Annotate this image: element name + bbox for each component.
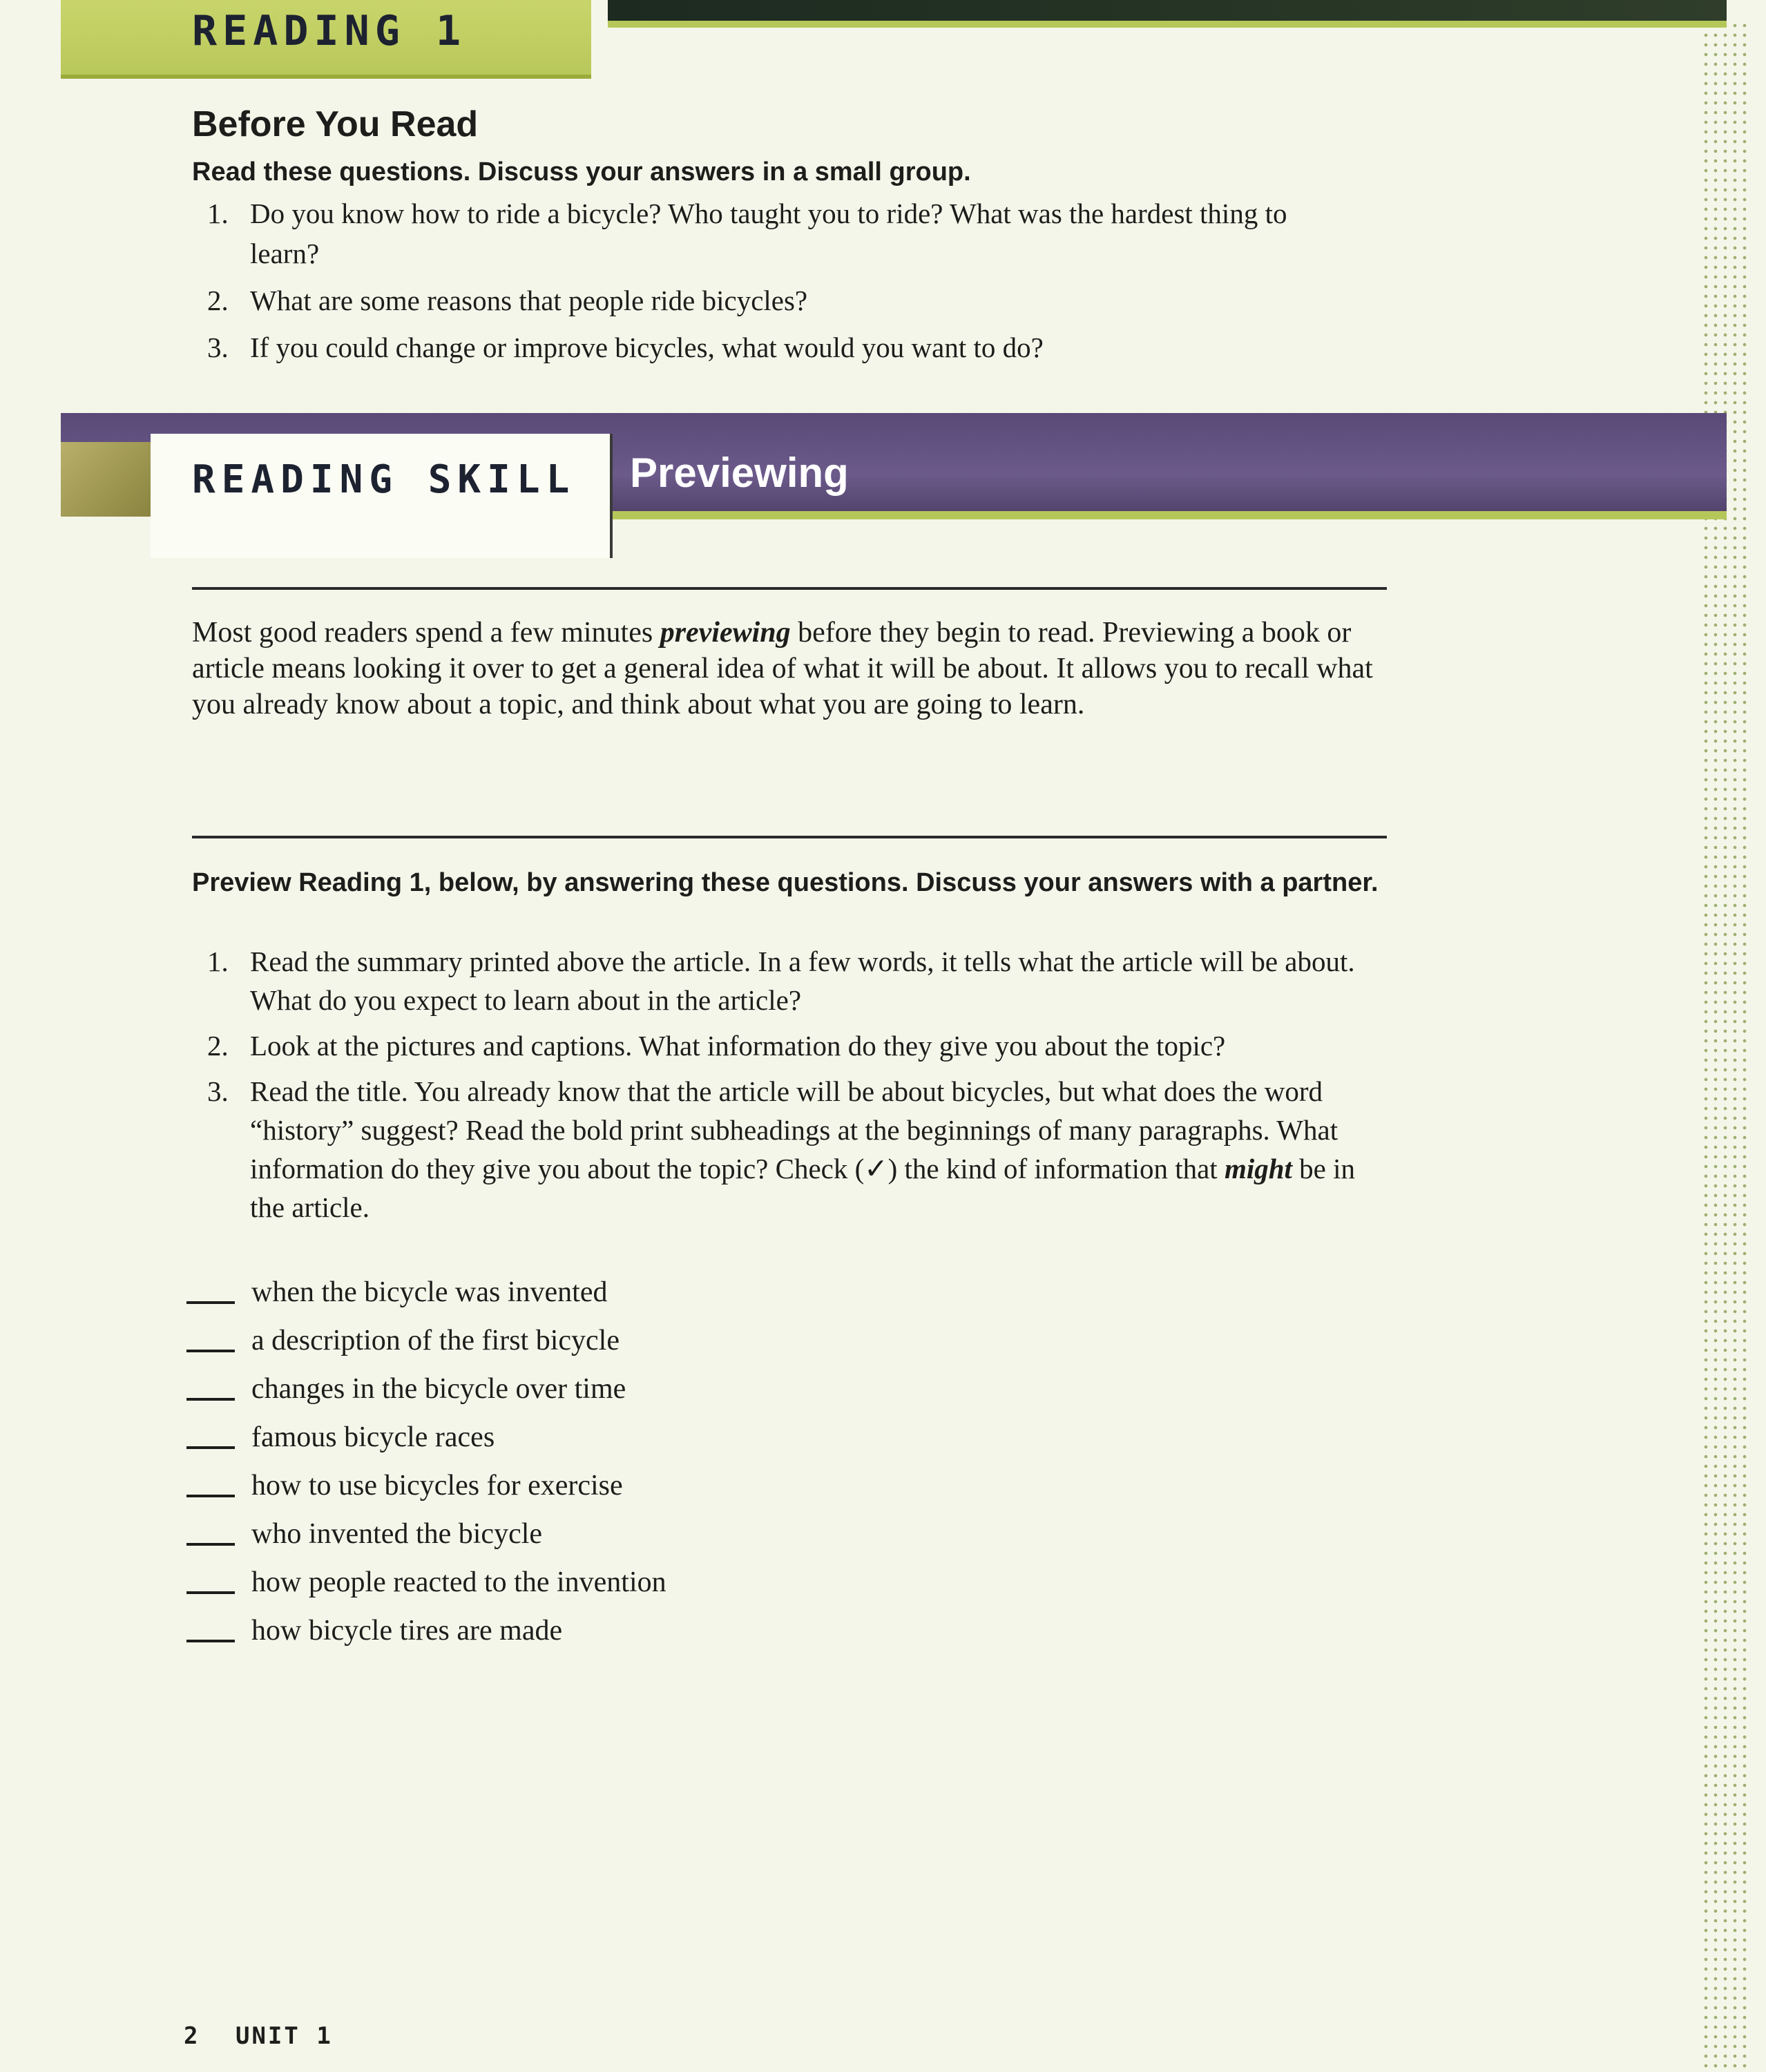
question-item: 2. Look at the pictures and captions. What information do they give you about the topic? — [207, 1030, 1226, 1062]
question-item: 3. Read the title. You already know that the article will be about bicycles, but what does the word “history” suggest? Read the bold print subheadings at the beginnings of many paragraphs. What information do they give you about the topic? Check (✓) the kind of information that might be in the article. — [207, 1075, 1356, 1223]
answer-blank[interactable] — [186, 1591, 235, 1594]
reading-skill-label: READING SKILL — [192, 457, 576, 502]
question-item: 3. If you could change or improve bicycles, what would you want to do? — [207, 332, 1044, 363]
before-you-read-heading: Before You Read — [192, 104, 479, 144]
checklist-item[interactable]: a description of the first bicycle — [186, 1316, 666, 1365]
previewing-explanation: Most good readers spend a few minutes previewing before they begin to read. Previewing a book or article means looking it over to get a general idea of what it will be about. It allows you to recall what you already know about a topic, and think about what you are going to learn. — [192, 617, 1373, 720]
reading-skill-title: Previewing — [630, 450, 849, 496]
divider — [192, 836, 1387, 838]
banner-fold-decoration — [61, 442, 151, 517]
answer-blank[interactable] — [186, 1640, 235, 1642]
before-you-read-instruction: Read these questions. Discuss your answers in a small group. — [192, 157, 971, 186]
checklist — [186, 1268, 666, 1655]
checklist-item[interactable]: changes in the bicycle over time — [186, 1365, 666, 1413]
page-footer — [184, 2022, 333, 2050]
divider — [192, 587, 1387, 590]
question-item: 1. Do you know how to ride a bicycle? Who taught you to ride? What was the hardest thing to learn? — [207, 198, 1287, 269]
preview-instruction: Preview Reading 1, below, by answering these questions. Discuss your answers with a partner. — [192, 868, 1379, 897]
question-item: 1. Read the summary printed above the article. In a few words, it tells what the article will be about. What do you expect to learn about in the article? — [207, 946, 1355, 1016]
header-band — [608, 0, 1727, 21]
dotted-margin-decoration — [1701, 21, 1751, 2072]
checklist-item[interactable]: famous bicycle races — [186, 1413, 666, 1461]
answer-blank[interactable] — [186, 1301, 235, 1304]
header-accent-line — [608, 21, 1727, 28]
checklist-item[interactable]: who invented the bicycle — [186, 1510, 666, 1558]
checklist-item[interactable]: when the bicycle was invented — [186, 1268, 666, 1316]
page-number: 2 — [184, 2022, 200, 2050]
answer-blank[interactable] — [186, 1398, 235, 1401]
question-item: 2. What are some reasons that people ride bicycles? — [207, 285, 808, 316]
unit-label: UNIT 1 — [235, 2022, 333, 2050]
checklist-item[interactable]: how to use bicycles for exercise — [186, 1461, 666, 1510]
reading-skill-accent-line — [608, 511, 1727, 519]
checklist-item[interactable]: how people reacted to the invention — [186, 1558, 666, 1606]
checklist-item[interactable]: how bicycle tires are made — [186, 1606, 666, 1655]
before-you-read-questions — [207, 193, 1347, 374]
answer-blank[interactable] — [186, 1446, 235, 1449]
reading-1-label: READING 1 — [192, 7, 467, 55]
preview-questions — [207, 942, 1395, 1234]
answer-blank[interactable] — [186, 1543, 235, 1546]
answer-blank[interactable] — [186, 1495, 235, 1497]
answer-blank[interactable] — [186, 1350, 235, 1352]
reading-1-tab — [61, 0, 591, 79]
reading-skill-tab — [151, 434, 613, 558]
